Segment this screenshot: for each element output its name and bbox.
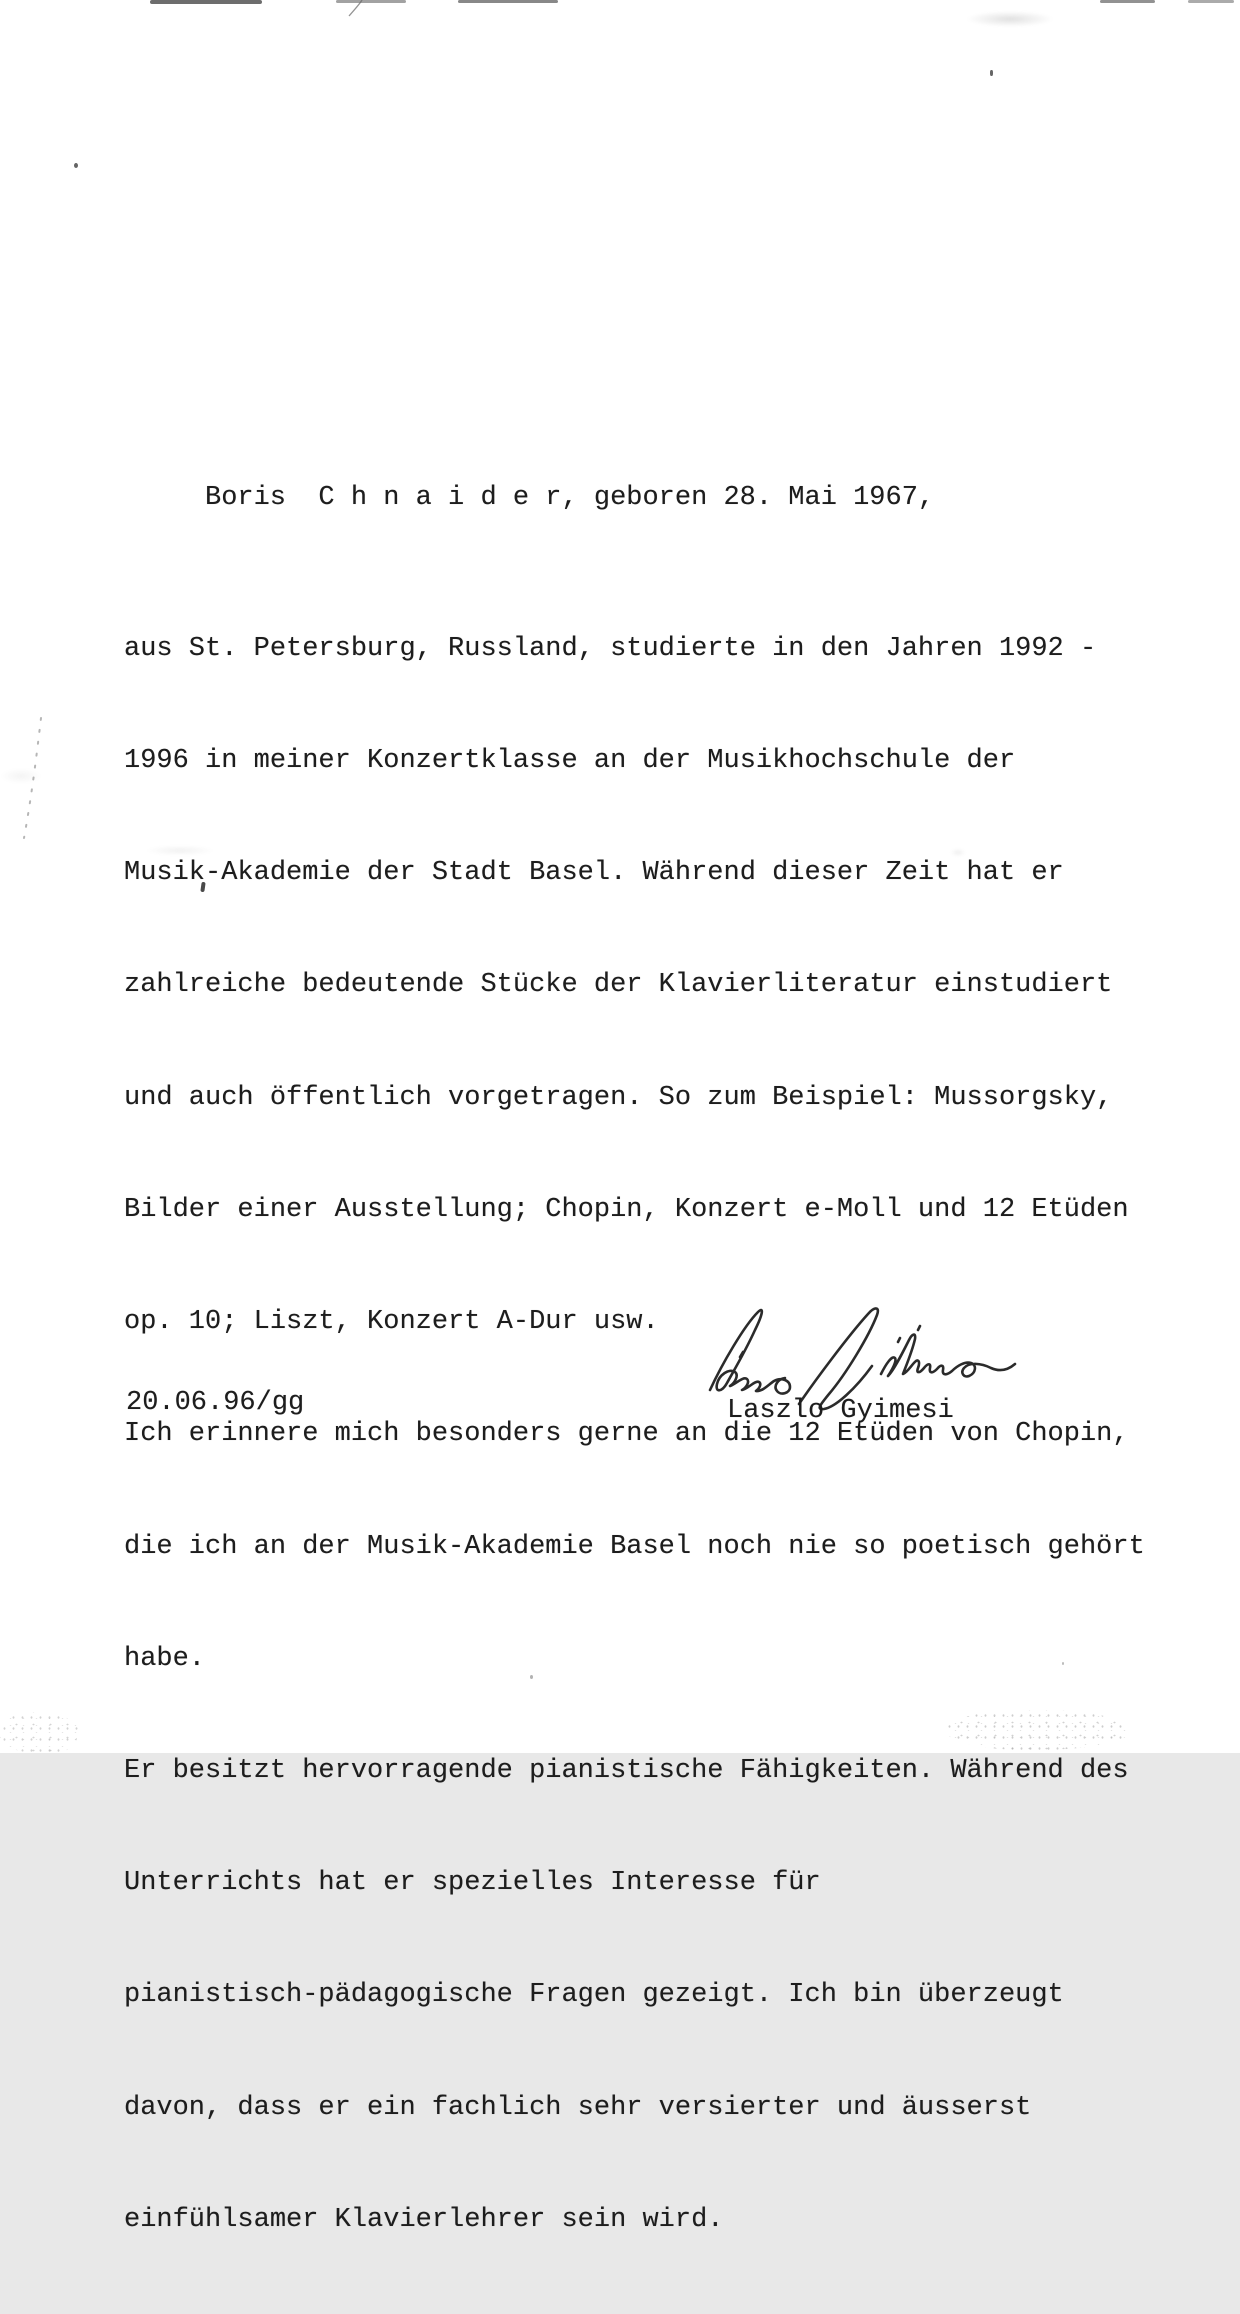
scan-artifact-dot	[530, 1675, 533, 1679]
body-line: habe.	[124, 1643, 206, 1674]
body-line: die ich an der Musik-Akademie Basel noch nie so poetisch gehört	[124, 1531, 1145, 1562]
scan-artifact-dot	[990, 70, 993, 76]
body-line: pianistisch-pädagogische Fragen gezeigt. Ich bin überzeugt	[124, 1980, 1064, 2011]
scan-artifact-top-line	[1100, 0, 1155, 3]
body-line: 1996 in meiner Konzertklasse an der Musikhochschule der	[124, 746, 1016, 777]
scan-artifact-top-line	[458, 0, 558, 3]
scan-artifact-speckle	[0, 1712, 78, 1753]
scan-artifact-dot	[74, 163, 78, 168]
scan-artifact-speckle	[945, 1710, 1127, 1750]
letter-body	[124, 556, 1145, 2314]
signature-name: Laszlo Gyimesi	[727, 1396, 954, 1426]
body-line: einfühlsamer Klavierlehrer sein wird.	[124, 2204, 724, 2235]
body-line: davon, dass er ein fachlich sehr versierter und äusserst	[124, 2092, 1032, 2123]
body-line: zahlreiche bedeutende Stücke der Klavierliteratur einstudiert	[124, 970, 1113, 1001]
body-line: Er besitzt hervorragende pianistische Fähigkeiten. Während des	[124, 1756, 1129, 1786]
body-line: Unterrichts hat er spezielles Interesse für	[124, 1868, 821, 1899]
date-reference: 20.06.96/gg	[126, 1388, 305, 1418]
scan-artifact-hair-curve	[346, 0, 368, 18]
scan-artifact-top-line	[150, 0, 262, 4]
body-line: Bilder einer Ausstellung; Chopin, Konzert e-Moll und 12 Etüden	[124, 1194, 1129, 1225]
body-line: op. 10; Liszt, Konzert A-Dur usw.	[124, 1307, 659, 1338]
scan-artifact-top-line	[1188, 0, 1234, 3]
body-line: aus St. Petersburg, Russland, studierte in den Jahren 1992 -	[124, 633, 1097, 664]
body-line: Ich erinnere mich besonders gerne an die 12 Etüden von Chopin,	[124, 1419, 1129, 1450]
scan-artifact-smudge	[0, 768, 42, 784]
scan-artifact-smudge	[966, 11, 1054, 27]
letter-heading: Boris C h n a i d e r, geboren 28. Mai 1967,	[205, 483, 935, 513]
body-line: Musik-Akademie der Stadt Basel. Während dieser Zeit hat er	[124, 858, 1064, 889]
scan-artifact-dot	[1062, 1662, 1064, 1665]
body-line: und auch öffentlich vorgetragen. So zum Beispiel: Mussorgsky,	[124, 1082, 1113, 1113]
